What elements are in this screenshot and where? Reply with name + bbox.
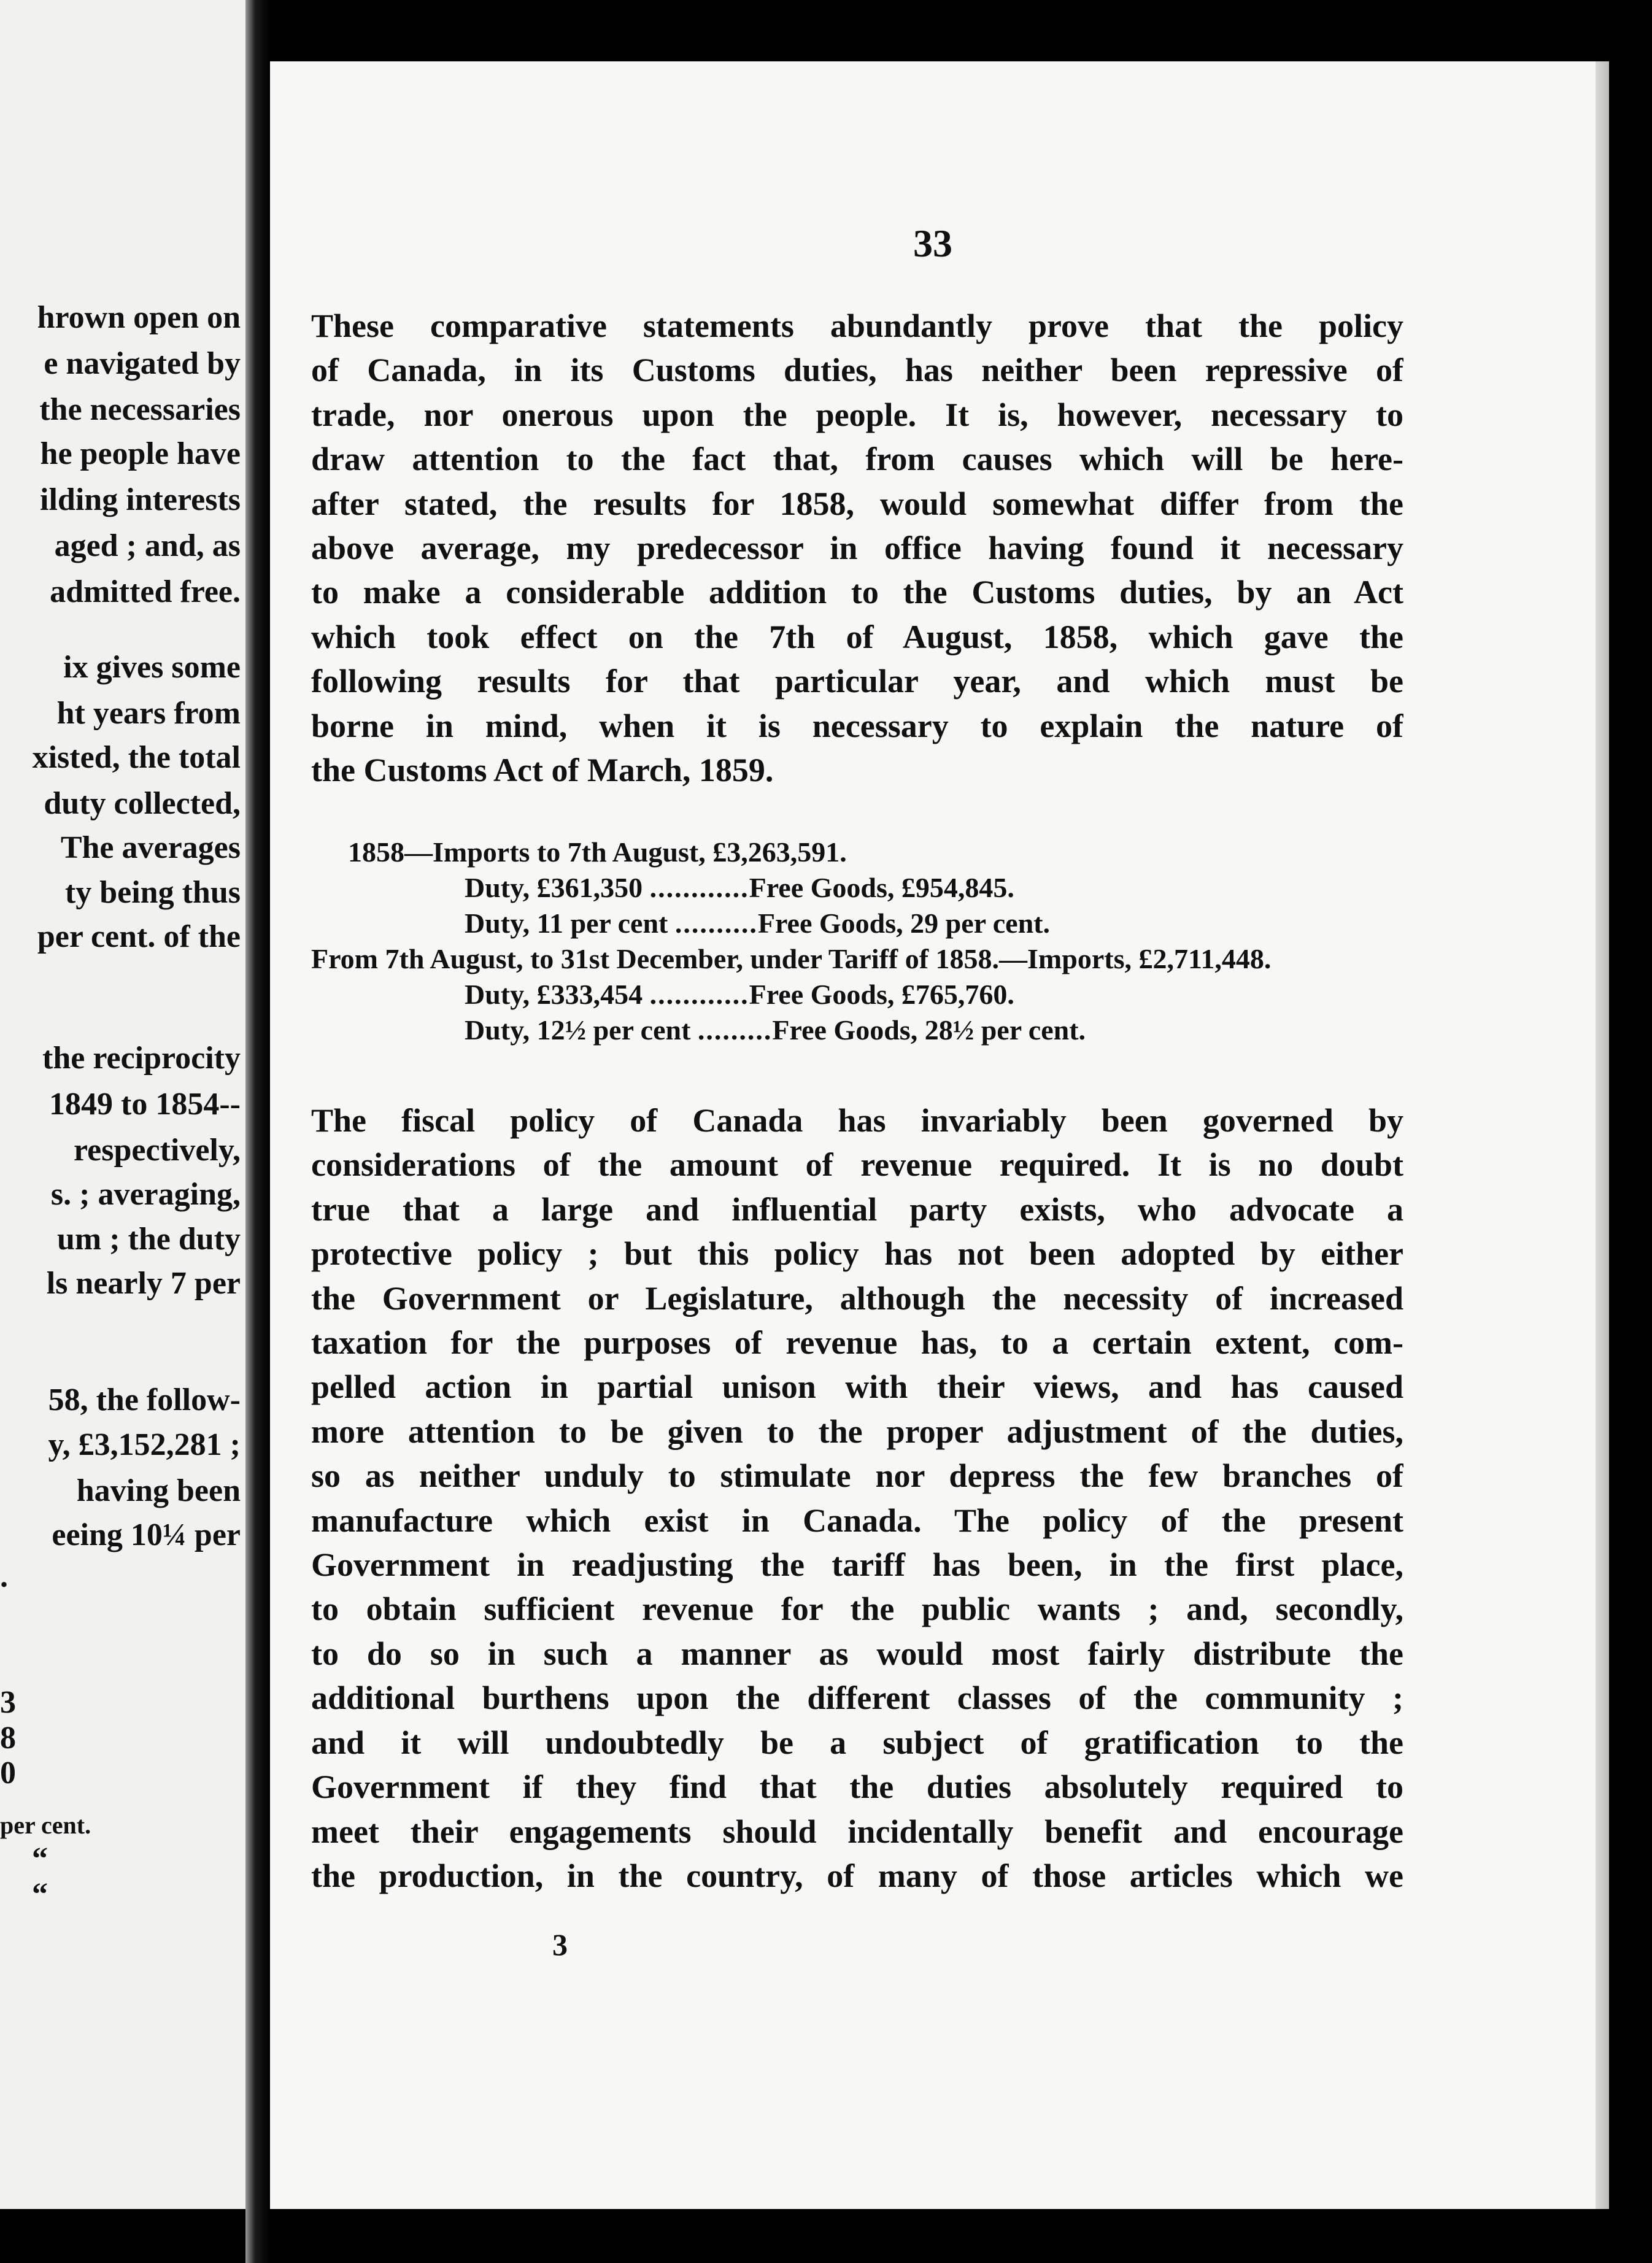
- left-line: aged ; and, as: [54, 528, 241, 563]
- left-line: xisted, the total: [32, 740, 241, 775]
- left-line: 0: [0, 1756, 16, 1791]
- left-line: the reciprocity: [42, 1041, 241, 1076]
- page-number: 33: [913, 222, 952, 265]
- left-line: 3: [0, 1685, 16, 1720]
- table-row: [311, 906, 1403, 941]
- text-line: more attention to be given to the proper adjustment of the duties,: [311, 1413, 1403, 1450]
- text-line: which took effect on the 7th of August, 1858, which gave the: [311, 618, 1403, 655]
- text-line: additional burthens upon the different classes of the community ;: [311, 1679, 1403, 1717]
- duty-value: Duty, 11 per cent: [465, 908, 675, 939]
- left-line: “: [32, 1841, 48, 1876]
- left-line: he people have: [40, 436, 241, 471]
- text-line: pelled action in partial unison with their views, and has caused: [311, 1368, 1403, 1406]
- left-line: .: [0, 1559, 8, 1594]
- duty-value: Duty, £361,350: [465, 872, 650, 903]
- left-line: The averages: [60, 830, 241, 865]
- text-line: to make a considerable addition to the Customs duties, by an Act: [311, 574, 1403, 611]
- main-page: [270, 61, 1596, 2209]
- text-line: the production, in the country, of many of those articles which we: [311, 1857, 1403, 1894]
- text-line: These comparative statements abundantly prove that the policy: [311, 307, 1403, 344]
- text-line: Government if they find that the duties absolutely required to: [311, 1768, 1403, 1806]
- left-line: respectively,: [74, 1133, 241, 1168]
- text-line: meet their engagements should incidentally benefit and encourage: [311, 1813, 1403, 1850]
- free-goods-value: Free Goods, 29 per cent.: [757, 908, 1050, 939]
- text-line: so as neither unduly to stimulate nor depress the few branches of: [311, 1457, 1403, 1495]
- left-line: per cent. of the: [37, 919, 241, 954]
- free-goods-value: Free Goods, £765,760.: [749, 979, 1014, 1010]
- table-row: From 7th August, to 31st December, under Tariff of 1858.—Imports, £2,711,448.: [311, 943, 1272, 974]
- leader-dots: ..........: [674, 908, 758, 939]
- leader-dots: ............: [649, 872, 749, 903]
- text-line: to do so in such a manner as would most fairly distribute the: [311, 1635, 1403, 1672]
- duty-value: Duty, £333,454: [465, 979, 650, 1010]
- free-goods-value: Free Goods, 28½ per cent.: [772, 1014, 1086, 1046]
- left-line: 58, the follow-: [48, 1382, 241, 1417]
- table-row: 1858—Imports to 7th August, £3,263,591.: [348, 836, 847, 868]
- left-line: the necessaries: [39, 392, 241, 427]
- left-line: e navigated by: [44, 346, 241, 381]
- text-line: the Government or Legislature, although the necessity of increased: [311, 1279, 1403, 1317]
- text-line: above average, my predecessor in office having found it necessary: [311, 530, 1403, 567]
- left-page-fragment: [0, 0, 245, 2209]
- left-line: s. ; averaging,: [50, 1177, 241, 1212]
- text-line: draw attention to the fact that, from causes which will be here-: [311, 441, 1403, 478]
- text-line: borne in mind, when it is necessary to explain the nature of: [311, 707, 1403, 744]
- table-row: [311, 977, 1403, 1012]
- leader-dots: .........: [697, 1014, 773, 1046]
- duty-table: [311, 835, 1403, 1048]
- table-row: [311, 870, 1403, 906]
- text-line: taxation for the purposes of revenue has, to a certain extent, com-: [311, 1324, 1403, 1362]
- text-line: manufacture which exist in Canada. The policy of the present: [311, 1502, 1403, 1539]
- left-line: 1849 to 1854--: [49, 1087, 241, 1122]
- table-row: [311, 1012, 1403, 1048]
- book-gutter: [245, 0, 270, 2263]
- paragraph-1: [311, 304, 1403, 792]
- left-line: eeing 10¼ per: [52, 1517, 241, 1552]
- text-line: trade, nor onerous upon the people. It is, however, necessary to: [311, 396, 1403, 433]
- left-line: hrown open on: [37, 300, 241, 335]
- text-line: and it will undoubtedly be a subject of gratification to the: [311, 1724, 1403, 1761]
- left-line: duty collected,: [44, 786, 241, 821]
- text-line: after stated, the results for 1858, would somewhat differ from the: [311, 485, 1403, 522]
- text-line: The fiscal policy of Canada has invariably been governed by: [311, 1102, 1403, 1139]
- left-line: ix gives some: [63, 650, 241, 685]
- text-line: to obtain sufficient revenue for the public wants ; and, secondly,: [311, 1590, 1403, 1628]
- left-line: um ; the duty: [56, 1222, 241, 1257]
- text-line: the Customs Act of March, 1859.: [311, 752, 774, 789]
- text-line: protective policy ; but this policy has not been adopted by either: [311, 1235, 1403, 1273]
- left-line: per cent.: [0, 1811, 91, 1839]
- text-line: of Canada, in its Customs duties, has neither been repressive of: [311, 352, 1403, 389]
- left-line: ty being thus: [64, 875, 241, 910]
- leader-dots: ............: [649, 979, 749, 1010]
- left-line: “: [32, 1877, 48, 1912]
- left-line: admitted free.: [50, 574, 241, 609]
- signature-mark: 3: [552, 1927, 568, 1962]
- left-line: 8: [0, 1721, 16, 1756]
- left-line: ilding interests: [40, 482, 241, 517]
- paragraph-2: [311, 1098, 1403, 1898]
- page-edge: [1596, 61, 1609, 2209]
- text-line: following results for that particular year, and which must be: [311, 663, 1403, 700]
- text-line: Government in readjusting the tariff has been, in the first place,: [311, 1546, 1403, 1584]
- text-line: true that a large and influential party exists, who advocate a: [311, 1190, 1403, 1228]
- left-line: ls nearly 7 per: [46, 1266, 241, 1301]
- duty-value: Duty, 12½ per cent: [465, 1014, 698, 1046]
- left-line: y, £3,152,281 ;: [48, 1427, 241, 1462]
- text-line: considerations of the amount of revenue required. It is no doubt: [311, 1146, 1403, 1184]
- left-line: ht years from: [56, 696, 241, 731]
- left-line: having been: [76, 1473, 241, 1508]
- free-goods-value: Free Goods, £954,845.: [749, 872, 1014, 903]
